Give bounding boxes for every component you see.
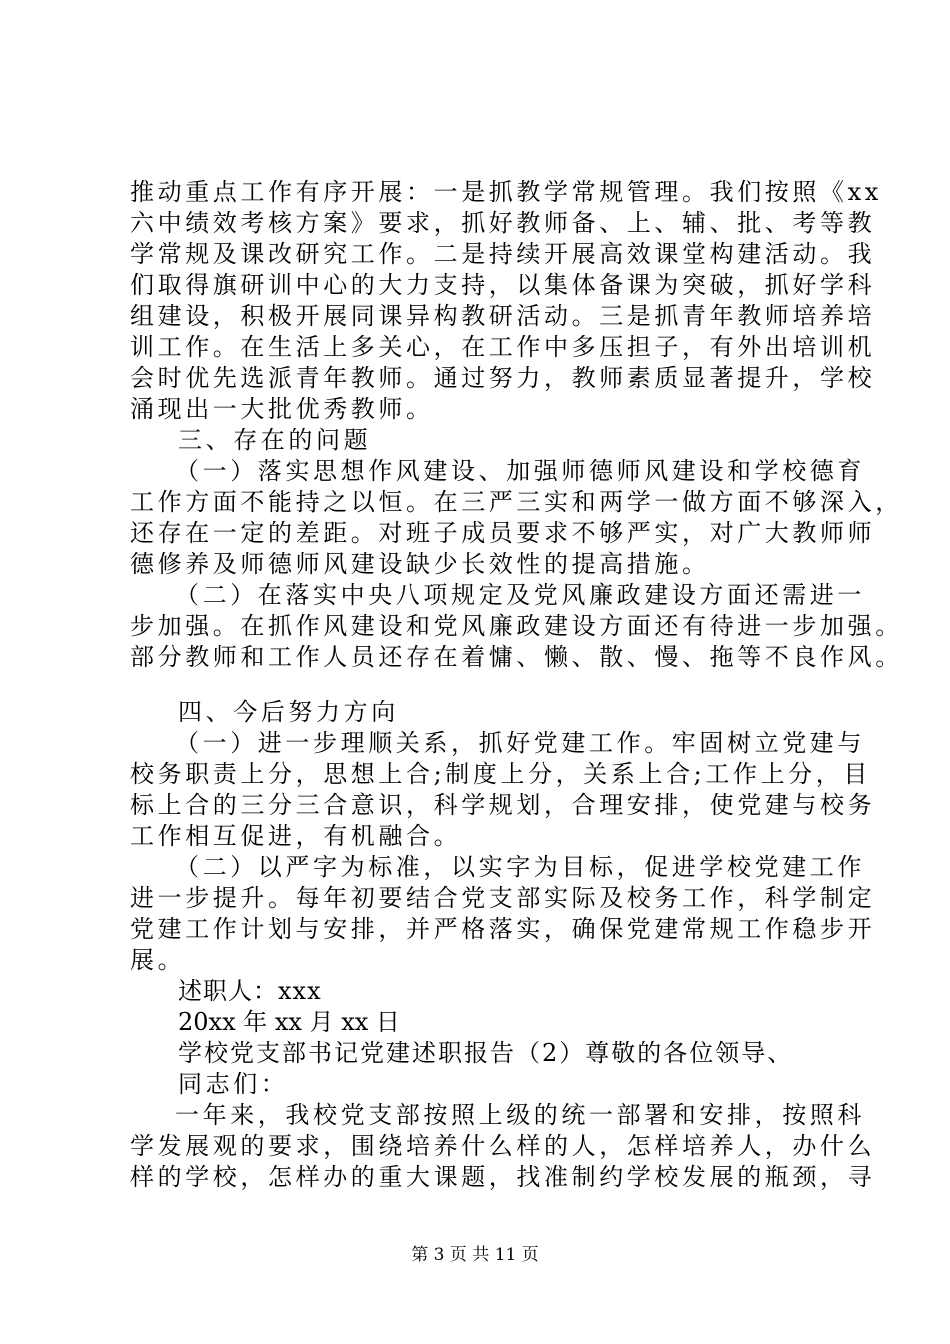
paragraph-start: （一）进一步理顺关系，抓好党建工作。牢固树立党建与 [175,729,865,757]
body-line: 六中绩效考核方案》要求，抓好教师备、上、辅、批、考等教 [130,209,876,237]
page-number-footer: 第 3 页 共 11 页 [411,1245,539,1265]
paragraph-start: 一年来，我校党支部按照上级的统一部署和安排，按照科 [175,1101,865,1129]
signature-line: 述职人：xxx [178,977,322,1005]
body-line: 进一步提升。每年初要结合党支部实际及校务工作，科学制定 [130,884,876,912]
body-line: 标上合的三分三合意识，科学规划，合理安排，使党建与校务 [130,791,876,819]
body-line: 训工作。在生活上多关心，在工作中多压担子，有外出培训机 [130,333,876,361]
section-heading: 三、存在的问题 [178,426,372,454]
body-line: 推动重点工作有序开展：一是抓教学常规管理。我们按照《xx [130,178,882,206]
body-line: 们取得旗研训中心的大力支持，以集体备课为突破，抓好学科 [130,271,876,299]
body-line: 涌现出一大批优秀教师。 [130,395,434,423]
body-line: 部分教师和工作人员还存在着慵、懒、散、慢、拖等不良作风。 [130,643,903,671]
body-line: 工作相互促进，有机融合。 [130,822,462,850]
body-line: 学发展观的要求，围绕培养什么样的人，怎样培养人，办什么 [130,1132,876,1160]
report-title-line: 学校党支部书记党建述职报告（2）尊敬的各位领导、 [178,1039,794,1067]
body-line: 展。 [130,946,186,974]
salutation-line: 同志们： [178,1070,289,1098]
date-line: 20xx 年 xx 月 xx 日 [178,1008,400,1036]
paragraph-start: （二）在落实中央八项规定及党风廉政建设方面还需进一 [175,581,865,609]
body-line: 学常规及课改研究工作。二是持续开展高效课堂构建活动。我 [130,240,876,268]
body-line: 工作方面不能持之以恒。在三严三实和两学一做方面不够深入， [130,488,903,516]
paragraph-start: （二）以严字为标准，以实字为目标，促进学校党建工作 [175,853,865,881]
body-line: 步加强。在抓作风建设和党风廉政建设方面还有待进一步加强。 [130,612,903,640]
body-line: 校务职责上分，思想上合;制度上分，关系上合;工作上分，目 [130,760,871,788]
body-line: 德修养及师德师风建设缺少长效性的提高措施。 [130,550,710,578]
section-heading: 四、今后努力方向 [178,698,399,726]
body-line: 样的学校，怎样办的重大课题，找准制约学校发展的瓶颈，寻 [130,1163,876,1191]
body-line: 组建设，积极开展同课异构教研活动。三是抓青年教师培养培 [130,302,876,330]
body-line: 会时优先选派青年教师。通过努力，教师素质显著提升，学校 [130,364,876,392]
body-line: 党建工作计划与安排，并严格落实，确保党建常规工作稳步开 [130,915,876,943]
body-line: 还存在一定的差距。对班子成员要求不够严实，对广大教师师 [130,519,876,547]
paragraph-start: （一）落实思想作风建设、加强师德师风建设和学校德育 [175,457,865,485]
